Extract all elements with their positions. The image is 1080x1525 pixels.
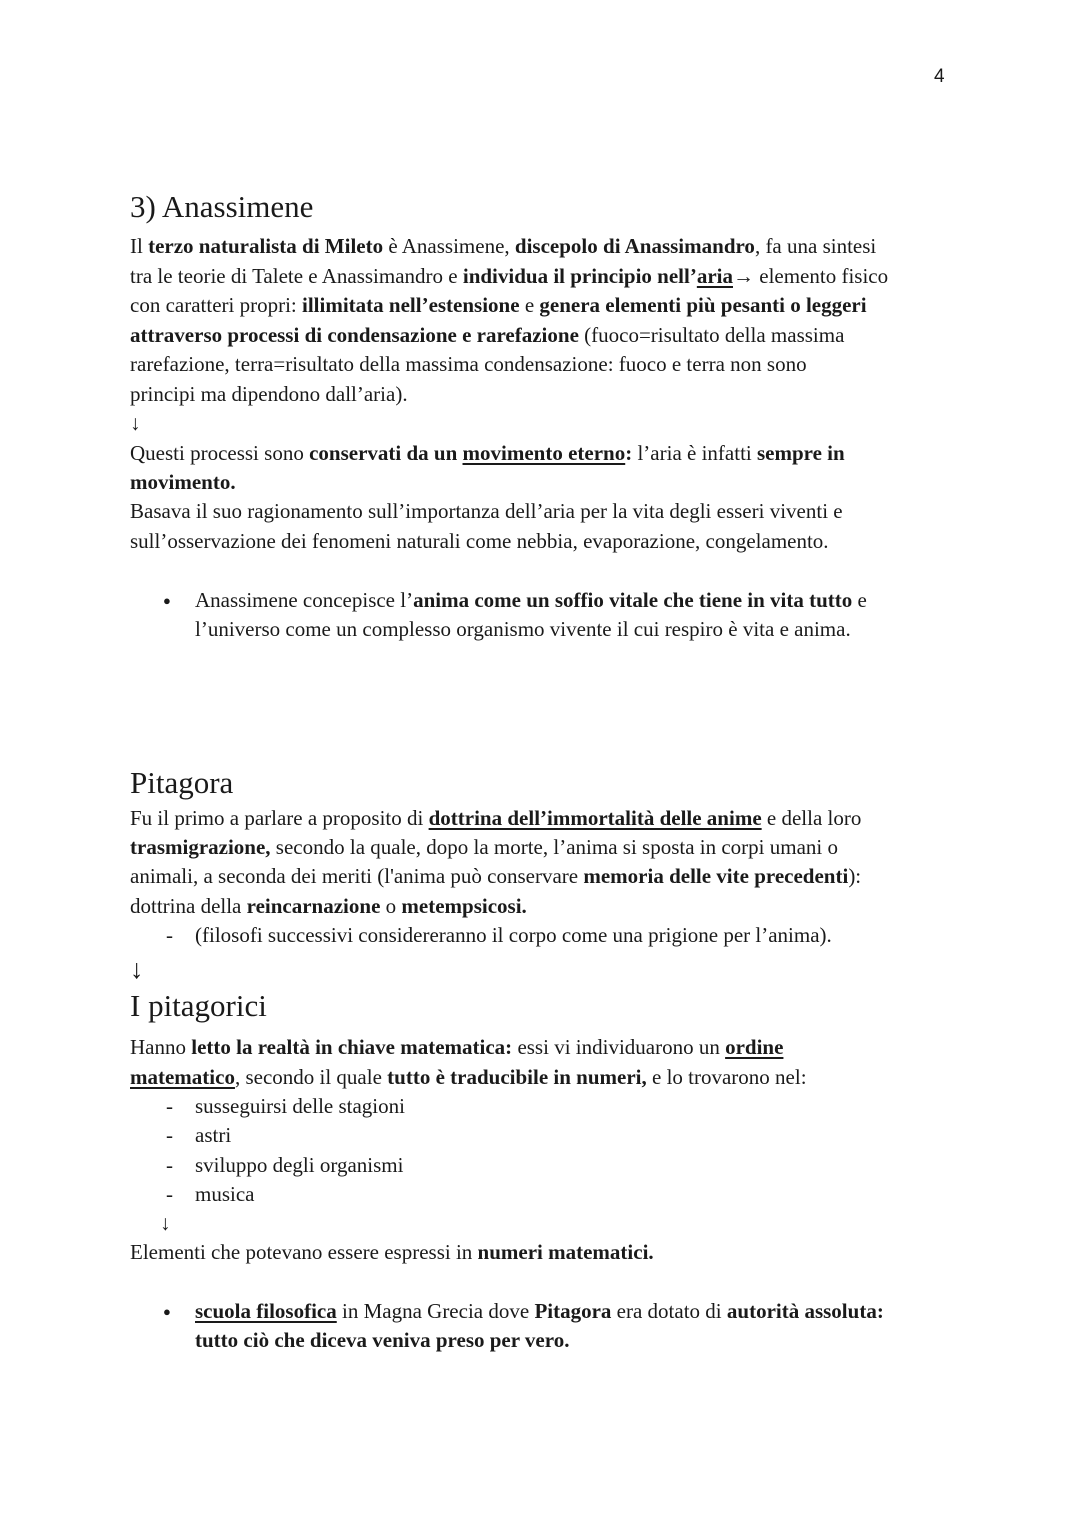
- text-line: [195, 1326, 569, 1355]
- text-segment: sviluppo degli organismi: [195, 1152, 404, 1177]
- text-segment: ):: [848, 863, 862, 888]
- text-segment: ↓: [130, 410, 141, 435]
- text-line: [130, 527, 829, 556]
- text-segment: matematico: [130, 1064, 235, 1089]
- text-line: [195, 1297, 884, 1326]
- text-line: [130, 321, 844, 350]
- text-segment: trasmigrazione,: [130, 834, 271, 859]
- text-segment: Anassimene concepisce l’: [195, 587, 414, 612]
- text-segment: Questi processi sono: [130, 440, 310, 465]
- dash-icon: -: [166, 1122, 173, 1147]
- dash-icon: -: [166, 1093, 173, 1118]
- text-segment: autorità assoluta:: [726, 1298, 884, 1323]
- text-line: [130, 439, 845, 468]
- text-line: [130, 892, 527, 921]
- text-segment: (filosofi successivi considereranno il corpo come una prigione per l’anima).: [195, 922, 832, 947]
- text-segment: e: [519, 292, 540, 317]
- text-line: [195, 1121, 231, 1150]
- text-segment: con caratteri propri:: [130, 292, 302, 317]
- text-line: [130, 862, 861, 891]
- text-segment: secondo la quale, dopo la morte, l’anima si sposta in corpi umani o: [270, 834, 838, 859]
- text-segment: Basava il suo ragionamento sull’importanza dell’aria per la vita degli esseri viventi e: [130, 498, 843, 523]
- text-segment: e lo trovarono nel:: [646, 1064, 807, 1089]
- text-segment: tutto è traducibile in numeri,: [387, 1064, 647, 1089]
- text-segment: metempsicosi.: [401, 893, 527, 918]
- text-segment: scuola filosofica: [195, 1298, 337, 1323]
- section-heading: [130, 189, 313, 225]
- text-line: [130, 350, 807, 379]
- text-segment: Pitagora: [534, 1298, 612, 1323]
- text-segment: è Anassimene,: [383, 233, 515, 258]
- text-segment: I pitagorici: [130, 988, 267, 1023]
- text-line: [130, 497, 843, 526]
- text-line: [130, 1238, 654, 1267]
- text-line: [130, 380, 408, 409]
- text-segment: memoria delle vite precedenti: [583, 863, 849, 888]
- section-heading: [130, 765, 233, 801]
- text-line: [195, 1180, 254, 1209]
- text-segment: Elementi che potevano essere espressi in: [130, 1239, 478, 1264]
- text-line: [195, 1092, 405, 1121]
- text-segment: anima come un soffio vitale che tiene in vita tutto: [413, 587, 853, 612]
- text-segment: Fu il primo a parlare a proposito di: [130, 805, 429, 830]
- text-segment: animali, a seconda dei meriti (l'anima può conservare: [130, 863, 584, 888]
- text-line: [195, 921, 832, 950]
- dash-icon: -: [166, 1152, 173, 1177]
- text-segment: rarefazione, terra=risultato della massima condensazione: fuoco e terra non sono: [130, 351, 807, 376]
- text-segment: l’aria è infatti: [632, 440, 757, 465]
- text-segment: susseguirsi delle stagioni: [195, 1093, 405, 1118]
- text-segment: , fa una sintesi: [754, 233, 877, 258]
- text-segment: sull’osservazione dei fenomeni naturali come nebbia, evaporazione, congelamento.: [130, 528, 829, 553]
- text-segment: in Magna Grecia dove: [336, 1298, 535, 1323]
- text-segment: era dotato di: [611, 1298, 727, 1323]
- text-line: [195, 586, 867, 615]
- text-segment: musica: [195, 1181, 255, 1206]
- text-segment: tra le teorie di Talete e Anassimandro e: [130, 263, 463, 288]
- text-line: [130, 262, 888, 291]
- text-line: [130, 291, 867, 320]
- text-line: [160, 1209, 171, 1238]
- text-line: [130, 804, 861, 833]
- dash-icon: -: [166, 1181, 173, 1206]
- text-segment: Pitagora: [130, 765, 234, 800]
- text-segment: ordine: [725, 1034, 784, 1059]
- text-line: [130, 1063, 807, 1092]
- text-segment: conservati da un: [309, 440, 463, 465]
- section-heading: [130, 988, 267, 1024]
- text-segment: :: [625, 440, 633, 465]
- text-segment: e: [852, 587, 867, 612]
- text-segment: movimento.: [130, 469, 236, 494]
- text-segment: sempre in: [757, 440, 845, 465]
- text-segment: principi ma dipendono dall’aria).: [130, 381, 408, 406]
- text-segment: movimento eterno: [462, 440, 626, 465]
- text-segment: dottrina dell’immortalità delle anime: [428, 805, 762, 830]
- text-line: [130, 409, 141, 438]
- text-segment: ↓: [130, 953, 144, 984]
- text-segment: ↓: [160, 1210, 171, 1235]
- text-segment: → elemento fisico: [733, 263, 889, 288]
- text-segment: tutto ciò che diceva veniva preso per vero.: [195, 1327, 570, 1352]
- text-segment: , secondo il quale: [234, 1064, 388, 1089]
- text-segment: o: [380, 893, 402, 918]
- text-line: [195, 1151, 403, 1180]
- text-segment: letto la realtà in chiave matematica:: [191, 1034, 513, 1059]
- text-segment: illimitata nell’estensione: [302, 292, 520, 317]
- page-number: 4: [934, 66, 945, 87]
- text-segment: Hanno: [130, 1034, 192, 1059]
- text-segment: l’universo come un complesso organismo vivente il cui respiro è vita e anima.: [195, 616, 851, 641]
- text-segment: dottrina della: [130, 893, 247, 918]
- text-segment: 3) Anassimene: [130, 189, 314, 224]
- text-segment: astri: [195, 1122, 232, 1147]
- text-segment: aria: [696, 263, 733, 288]
- text-line: [130, 232, 876, 261]
- text-line: [130, 1033, 783, 1062]
- dash-icon: -: [166, 922, 173, 947]
- bullet-icon: ●: [163, 592, 171, 608]
- text-segment: numeri matematici.: [477, 1239, 654, 1264]
- text-segment: individua il principio nell’: [462, 263, 697, 288]
- text-segment: Il: [130, 233, 149, 258]
- text-segment: essi vi individuarono un: [512, 1034, 726, 1059]
- text-segment: e della loro: [761, 805, 862, 830]
- text-line: [130, 468, 236, 497]
- text-line: [195, 615, 851, 644]
- text-line: [130, 955, 144, 984]
- text-segment: reincarnazione: [246, 893, 381, 918]
- text-segment: genera elementi più pesanti o leggeri: [539, 292, 867, 317]
- bullet-icon: ●: [163, 1303, 171, 1319]
- text-segment: attraverso processi di condensazione e rarefazione: [130, 322, 579, 347]
- text-segment: discepolo di Anassimandro: [514, 233, 755, 258]
- text-segment: terzo naturalista di Mileto: [148, 233, 384, 258]
- text-line: [130, 833, 838, 862]
- text-segment: (fuoco=risultato della massima: [578, 322, 845, 347]
